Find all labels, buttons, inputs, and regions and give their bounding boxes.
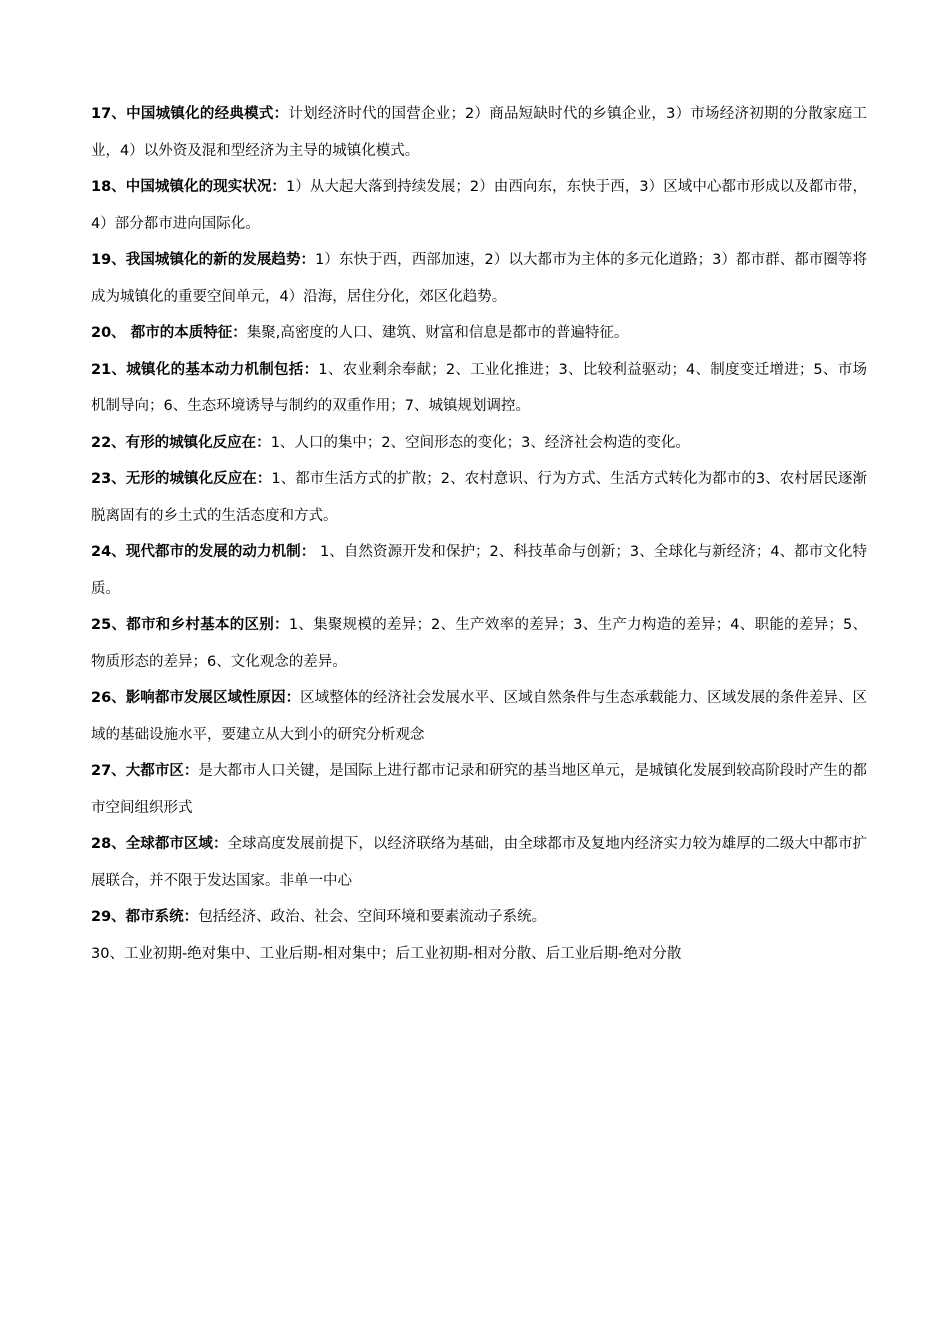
list-item-29	[91, 899, 867, 936]
item-term: 25、都市和乡村基本的区别：	[91, 617, 289, 633]
list-item-22	[91, 425, 867, 462]
item-term: 27、大都市区：	[91, 763, 199, 779]
item-body: 1、都市生活方式的扩散；2、农村意识、行为方式、生活方式转化为都市的3、农村居民逐渐脱离固有的乡土式的生活态度和方式。	[91, 471, 867, 524]
item-body: 30、工业初期-绝对集中、工业后期-相对集中；后工业初期-相对分散、后工业后期-绝对分散	[91, 945, 682, 962]
item-body: 1）从大起大落到持续发展；2）由西向东，东快于西，3）区域中心都市形成以及都市带，4）部分都市进向国际化。	[91, 179, 867, 232]
list-item-20	[91, 315, 867, 352]
item-body: 区域整体的经济社会发展水平、区域自然条件与生态承载能力、区域发展的条件差异、区域的基础设施水平，要建立从大到小的研究分析观念	[91, 690, 867, 743]
item-term: 28、全球都市区域：	[91, 836, 228, 852]
list-item-21	[91, 352, 867, 425]
item-term: 17、中国城镇化的经典模式：	[91, 106, 289, 122]
list-item-25	[91, 607, 867, 680]
item-body: 1、农业剩余奉献；2、工业化推进；3、比较利益驱动；4、制度变迁增进；5、市场机制导向；6、生态环境诱导与制约的双重作用；7、城镇规划调控。	[91, 361, 867, 414]
item-term: 22、有形的城镇化反应在：	[91, 434, 271, 451]
item-term: 20、 都市的本质特征：	[91, 325, 247, 341]
item-term: 23、无形的城镇化反应在：	[91, 471, 272, 487]
item-body: 1、集聚规模的差异；2、生产效率的差异；3、生产力构造的差异；4、职能的差异；5、物质形态的差异；6、文化观念的差异。	[91, 617, 867, 670]
item-body: 1）东快于西，西部加速，2）以大都市为主体的多元化道路；3）都市群、都市圈等将成为城镇化的重要空间单元，4）沿海，居住分化，郊区化趋势。	[91, 252, 867, 305]
list-item-27	[91, 753, 867, 826]
item-body: 集聚,高密度的人口、建筑、财富和信息是都市的普遍特征。	[246, 325, 629, 341]
item-term: 26、影响都市发展区域性原因：	[91, 690, 301, 706]
list-item-18	[91, 169, 867, 242]
document-page	[91, 96, 867, 972]
list-item-28	[91, 826, 867, 899]
list-item-24	[91, 534, 867, 607]
item-body: 包括经济、政治、社会、空间环境和要素流动子系统。	[198, 909, 547, 925]
list-item-30	[91, 936, 867, 973]
item-term: 19、我国城镇化的新的发展趋势：	[91, 252, 316, 268]
item-body: 计划经济时代的国营企业；2）商品短缺时代的乡镇企业，3）市场经济初期的分散家庭工业，4）以外资及混和型经济为主导的城镇化模式。	[91, 106, 867, 159]
list-item-26	[91, 680, 867, 753]
list-item-17	[91, 96, 867, 169]
item-term: 21、城镇化的基本动力机制包括：	[91, 361, 319, 378]
item-body: 是大都市人口关键，是国际上进行都市记录和研究的基当地区单元，是城镇化发展到较高阶段时产生的都市空间组织形式	[91, 763, 867, 816]
item-term: 29、都市系统：	[91, 909, 199, 925]
item-body: 1、自然资源开发和保护；2、科技革命与创新；3、全球化与新经济；4、都市文化特质。	[91, 544, 867, 597]
item-body: 全球高度发展前提下，以经济联络为基础，由全球都市及复地内经济实力较为雄厚的二级大中都市扩展联合，并不限于发达国家。非单一中心	[91, 836, 867, 889]
list-item-23	[91, 461, 867, 534]
item-term: 24、现代都市的发展的动力机制：	[91, 544, 316, 560]
item-body: 1、人口的集中；2、空间形态的变化；3、经济社会构造的变化。	[270, 434, 690, 451]
item-term: 18、中国城镇化的现实状况：	[91, 179, 286, 195]
list-item-19	[91, 242, 867, 315]
